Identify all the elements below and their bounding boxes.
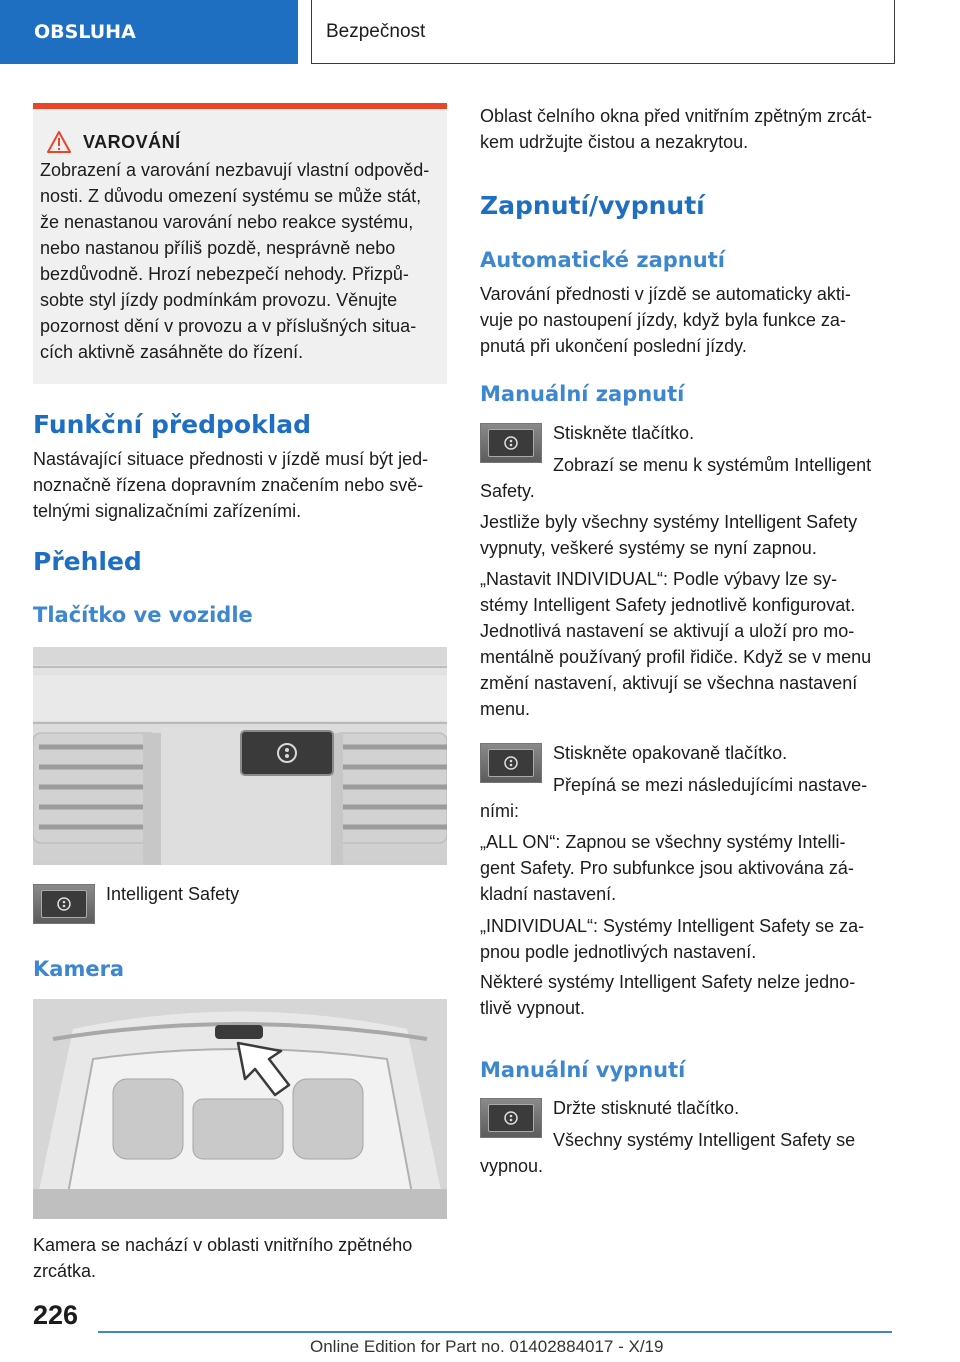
intelligent-safety-button-icon	[33, 884, 95, 924]
dashboard-button-photo	[33, 647, 447, 865]
precondition-text	[33, 446, 447, 524]
text-line: kem udržujte čistou a nezakrytou.	[480, 132, 749, 152]
camera-location-photo	[33, 999, 447, 1219]
cannot-disable-text	[480, 969, 896, 1021]
text-line: noznačně řízena dopravním značením nebo svě-	[33, 475, 424, 495]
step-press-repeat: Stiskněte opakovaně tlačítko.	[553, 743, 788, 763]
text-line: vypnuty, veškeré systémy se nyní zapnou.	[480, 538, 817, 558]
warning-text-line: cích aktivně zasáhněte do řízení.	[40, 342, 304, 362]
all-on-text	[480, 829, 896, 907]
text-line: vuje po nastoupení jízdy, když byla funkce za-	[480, 310, 846, 330]
text-line: Nastávající situace přednosti v jízdě musí být jed-	[33, 449, 429, 469]
all-off-text	[480, 509, 896, 561]
warning-box	[33, 103, 447, 384]
step-result: Zobrazí se menu k systémům Intelligent	[553, 455, 872, 475]
text-line: pnutá při ukončení poslední jízdy.	[480, 336, 747, 356]
text-line: stémy Intelligent Safety jednotlivě konfigurovat.	[480, 595, 856, 615]
camera-text	[33, 1232, 447, 1284]
heading-on-off: Zapnutí/vypnutí	[480, 191, 705, 220]
text-line: Oblast čelního okna před vnitřním zpětným zrcát-	[480, 106, 873, 126]
warning-text-line: nebo nastanou příliš pozdě, nesprávně nebo	[40, 238, 396, 258]
text-line: Jednotlivá nastavení se aktivují a uloží pro mo-	[480, 621, 855, 641]
warning-title: VAROVÁNÍ	[83, 131, 181, 152]
heading-overview: Přehled	[33, 547, 142, 576]
text-line: „ALL ON“: Zapnou se všechny systémy Intelli-	[480, 832, 846, 852]
warning-text-line: že nenastanou varování nebo reakce systému,	[40, 212, 414, 232]
heading-precondition: Funkční předpoklad	[33, 410, 312, 439]
heading-manual-off: Manuální vypnutí	[480, 1058, 686, 1082]
windshield-note	[480, 103, 896, 155]
step-press: Stiskněte tlačítko.	[553, 423, 695, 443]
warning-text-line: sobte styl jízdy podmínkám provozu. Věnujte	[40, 290, 398, 310]
step-switch: Přepíná se mezi následujícími nastave-	[553, 775, 868, 795]
heading-automatic-on: Automatické zapnutí	[480, 248, 725, 272]
automatic-on-text	[480, 281, 896, 359]
text-line: gent Safety. Pro subfunkce jsou aktivována zá-	[480, 858, 854, 878]
text-line: Jestliže byly všechny systémy Intelligent Safety	[480, 512, 858, 532]
text-line: kladní nastavení.	[480, 884, 617, 904]
intelligent-safety-button-icon	[480, 1098, 542, 1138]
text-line: Varování přednosti v jízdě se automaticky akti-	[480, 284, 851, 304]
heading-button-in-vehicle: Tlačítko ve vozidle	[33, 603, 253, 627]
page-number: 226	[33, 1300, 79, 1330]
text-line: Některé systémy Intelligent Safety nelze jedno-	[480, 972, 856, 992]
text-line: zrcátka.	[33, 1261, 97, 1281]
text-line: tlivě vypnout.	[480, 998, 586, 1018]
footer-divider	[98, 1331, 892, 1333]
button-label: Intelligent Safety	[106, 884, 240, 904]
warning-text-line: pozornost dění v provozu a v příslušných situa-	[40, 316, 417, 336]
heading-camera: Kamera	[33, 957, 125, 981]
individual-setting-text	[480, 566, 896, 722]
step-off-result-cont: vypnou.	[480, 1156, 544, 1176]
text-line: „Nastavit INDIVIDUAL“: Podle výbavy lze sy-	[480, 569, 838, 589]
warning-text-line: Zobrazení a varování nezbavují vlastní odpověd-	[40, 160, 430, 180]
warning-text-line: bezdůvodně. Hrozí nebezpečí nehody. Přizpů-	[40, 264, 409, 284]
warning-triangle-icon	[47, 131, 71, 153]
step-result-cont: Safety.	[480, 481, 535, 501]
edition-note: Online Edition for Part no. 01402884017 - X/19	[310, 1337, 664, 1356]
section-header: OBSLUHA	[0, 0, 298, 64]
heading-manual-on: Manuální zapnutí	[480, 382, 685, 406]
text-line: menu.	[480, 699, 531, 719]
individual-mode-text	[480, 913, 896, 965]
text-line: Kamera se nachází v oblasti vnitřního zpětného	[33, 1235, 413, 1255]
step-hold: Držte stisknuté tlačítko.	[553, 1098, 740, 1118]
intelligent-safety-button-icon	[480, 743, 542, 783]
intelligent-safety-button-icon	[480, 423, 542, 463]
text-line: změní nastavení, aktivují se všechna nastavení	[480, 673, 858, 693]
chapter-tab: Bezpečnost	[311, 0, 895, 64]
warning-text-line: nosti. Z důvodu omezení systému se může stát,	[40, 186, 422, 206]
text-line: „INDIVIDUAL“: Systémy Intelligent Safety se za-	[480, 916, 865, 936]
step-switch-cont: ními:	[480, 801, 520, 821]
step-off-result: Všechny systémy Intelligent Safety se	[553, 1130, 856, 1150]
text-line: telnými signalizačními zařízeními.	[33, 501, 302, 521]
warning-heading	[47, 131, 439, 153]
text-line: pnou podle jednotlivých nastavení.	[480, 942, 757, 962]
text-line: mentálně používaný profil řidiče. Když se v menu	[480, 647, 872, 667]
